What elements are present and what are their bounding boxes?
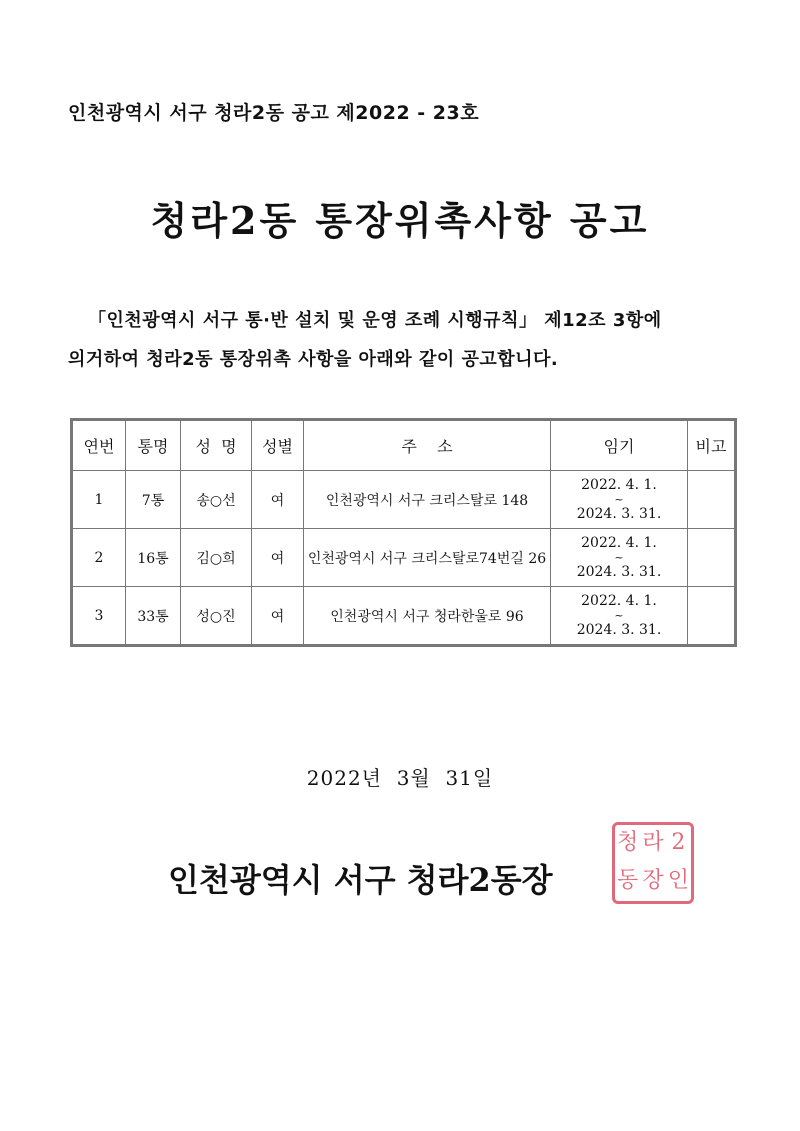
- cell-term: [551, 471, 688, 529]
- cell-gender: 여: [252, 471, 304, 529]
- cell-note: [688, 587, 736, 646]
- table-row: [72, 587, 736, 646]
- term-start: 2022. 4. 1.: [581, 534, 657, 551]
- cell-name: 김○희: [181, 529, 252, 587]
- header-name: 성 명: [181, 420, 252, 471]
- body-line-2: 의거하여 청라2동 통장위촉 사항을 아래와 같이 공고합니다.: [68, 349, 559, 370]
- body-line-1: 「인천광역시 서구 통·반 설치 및 운영 조례 시행규칙」 제12조 3항에: [88, 310, 662, 331]
- cell-note: [688, 529, 736, 587]
- term-start: 2022. 4. 1.: [581, 476, 657, 493]
- seal-char: 동: [617, 868, 639, 893]
- cell-note: [688, 471, 736, 529]
- term-end: 2024. 3. 31.: [576, 563, 662, 580]
- official-seal: [612, 822, 694, 904]
- signature-authority: 인천광역시 서구 청라2동장: [168, 861, 553, 899]
- cell-name: 송○선: [181, 471, 252, 529]
- seal-char: 인: [667, 868, 689, 893]
- cell-tong: 16통: [126, 529, 181, 587]
- cell-tong: 7통: [126, 471, 181, 529]
- table-row: [72, 471, 736, 529]
- table-header-row: [72, 420, 736, 471]
- cell-address: 인천광역시 서구 크리스탈로 148: [304, 471, 551, 529]
- cell-address: 인천광역시 서구 크리스탈로74번길 26: [304, 529, 551, 587]
- notice-date: 2022년 3월 31일: [306, 766, 494, 790]
- term-tilde: ~: [614, 550, 624, 564]
- cell-tong: 33통: [126, 587, 181, 646]
- header-term: 임기: [551, 420, 688, 471]
- term-tilde: ~: [614, 608, 624, 622]
- document-title: 청라2동 통장위촉사항 공고: [150, 198, 650, 243]
- cell-term: [551, 529, 688, 587]
- term-end: 2024. 3. 31.: [576, 621, 662, 638]
- cell-no: 2: [72, 529, 126, 587]
- cell-gender: 여: [252, 587, 304, 646]
- cell-name: 성○진: [181, 587, 252, 646]
- table-row: [72, 529, 736, 587]
- seal-char: 장: [642, 868, 664, 893]
- header-tong: 통명: [126, 420, 181, 471]
- seal-char: 라: [642, 830, 664, 855]
- term-end: 2024. 3. 31.: [576, 505, 662, 522]
- document-number: 인천광역시 서구 청라2동 공고 제2022 - 23호: [68, 102, 480, 124]
- cell-term: [551, 587, 688, 646]
- seal-char: 청: [617, 830, 639, 855]
- appointment-table: [70, 418, 737, 647]
- seal-char: 2: [671, 830, 686, 855]
- term-tilde: ~: [614, 492, 624, 506]
- header-address: 주 소: [304, 420, 551, 471]
- cell-address: 인천광역시 서구 청라한울로 96: [304, 587, 551, 646]
- cell-no: 1: [72, 471, 126, 529]
- term-start: 2022. 4. 1.: [581, 592, 657, 609]
- header-note: 비고: [688, 420, 736, 471]
- header-gender: 성별: [252, 420, 304, 471]
- cell-gender: 여: [252, 529, 304, 587]
- cell-no: 3: [72, 587, 126, 646]
- header-no: 연번: [72, 420, 126, 471]
